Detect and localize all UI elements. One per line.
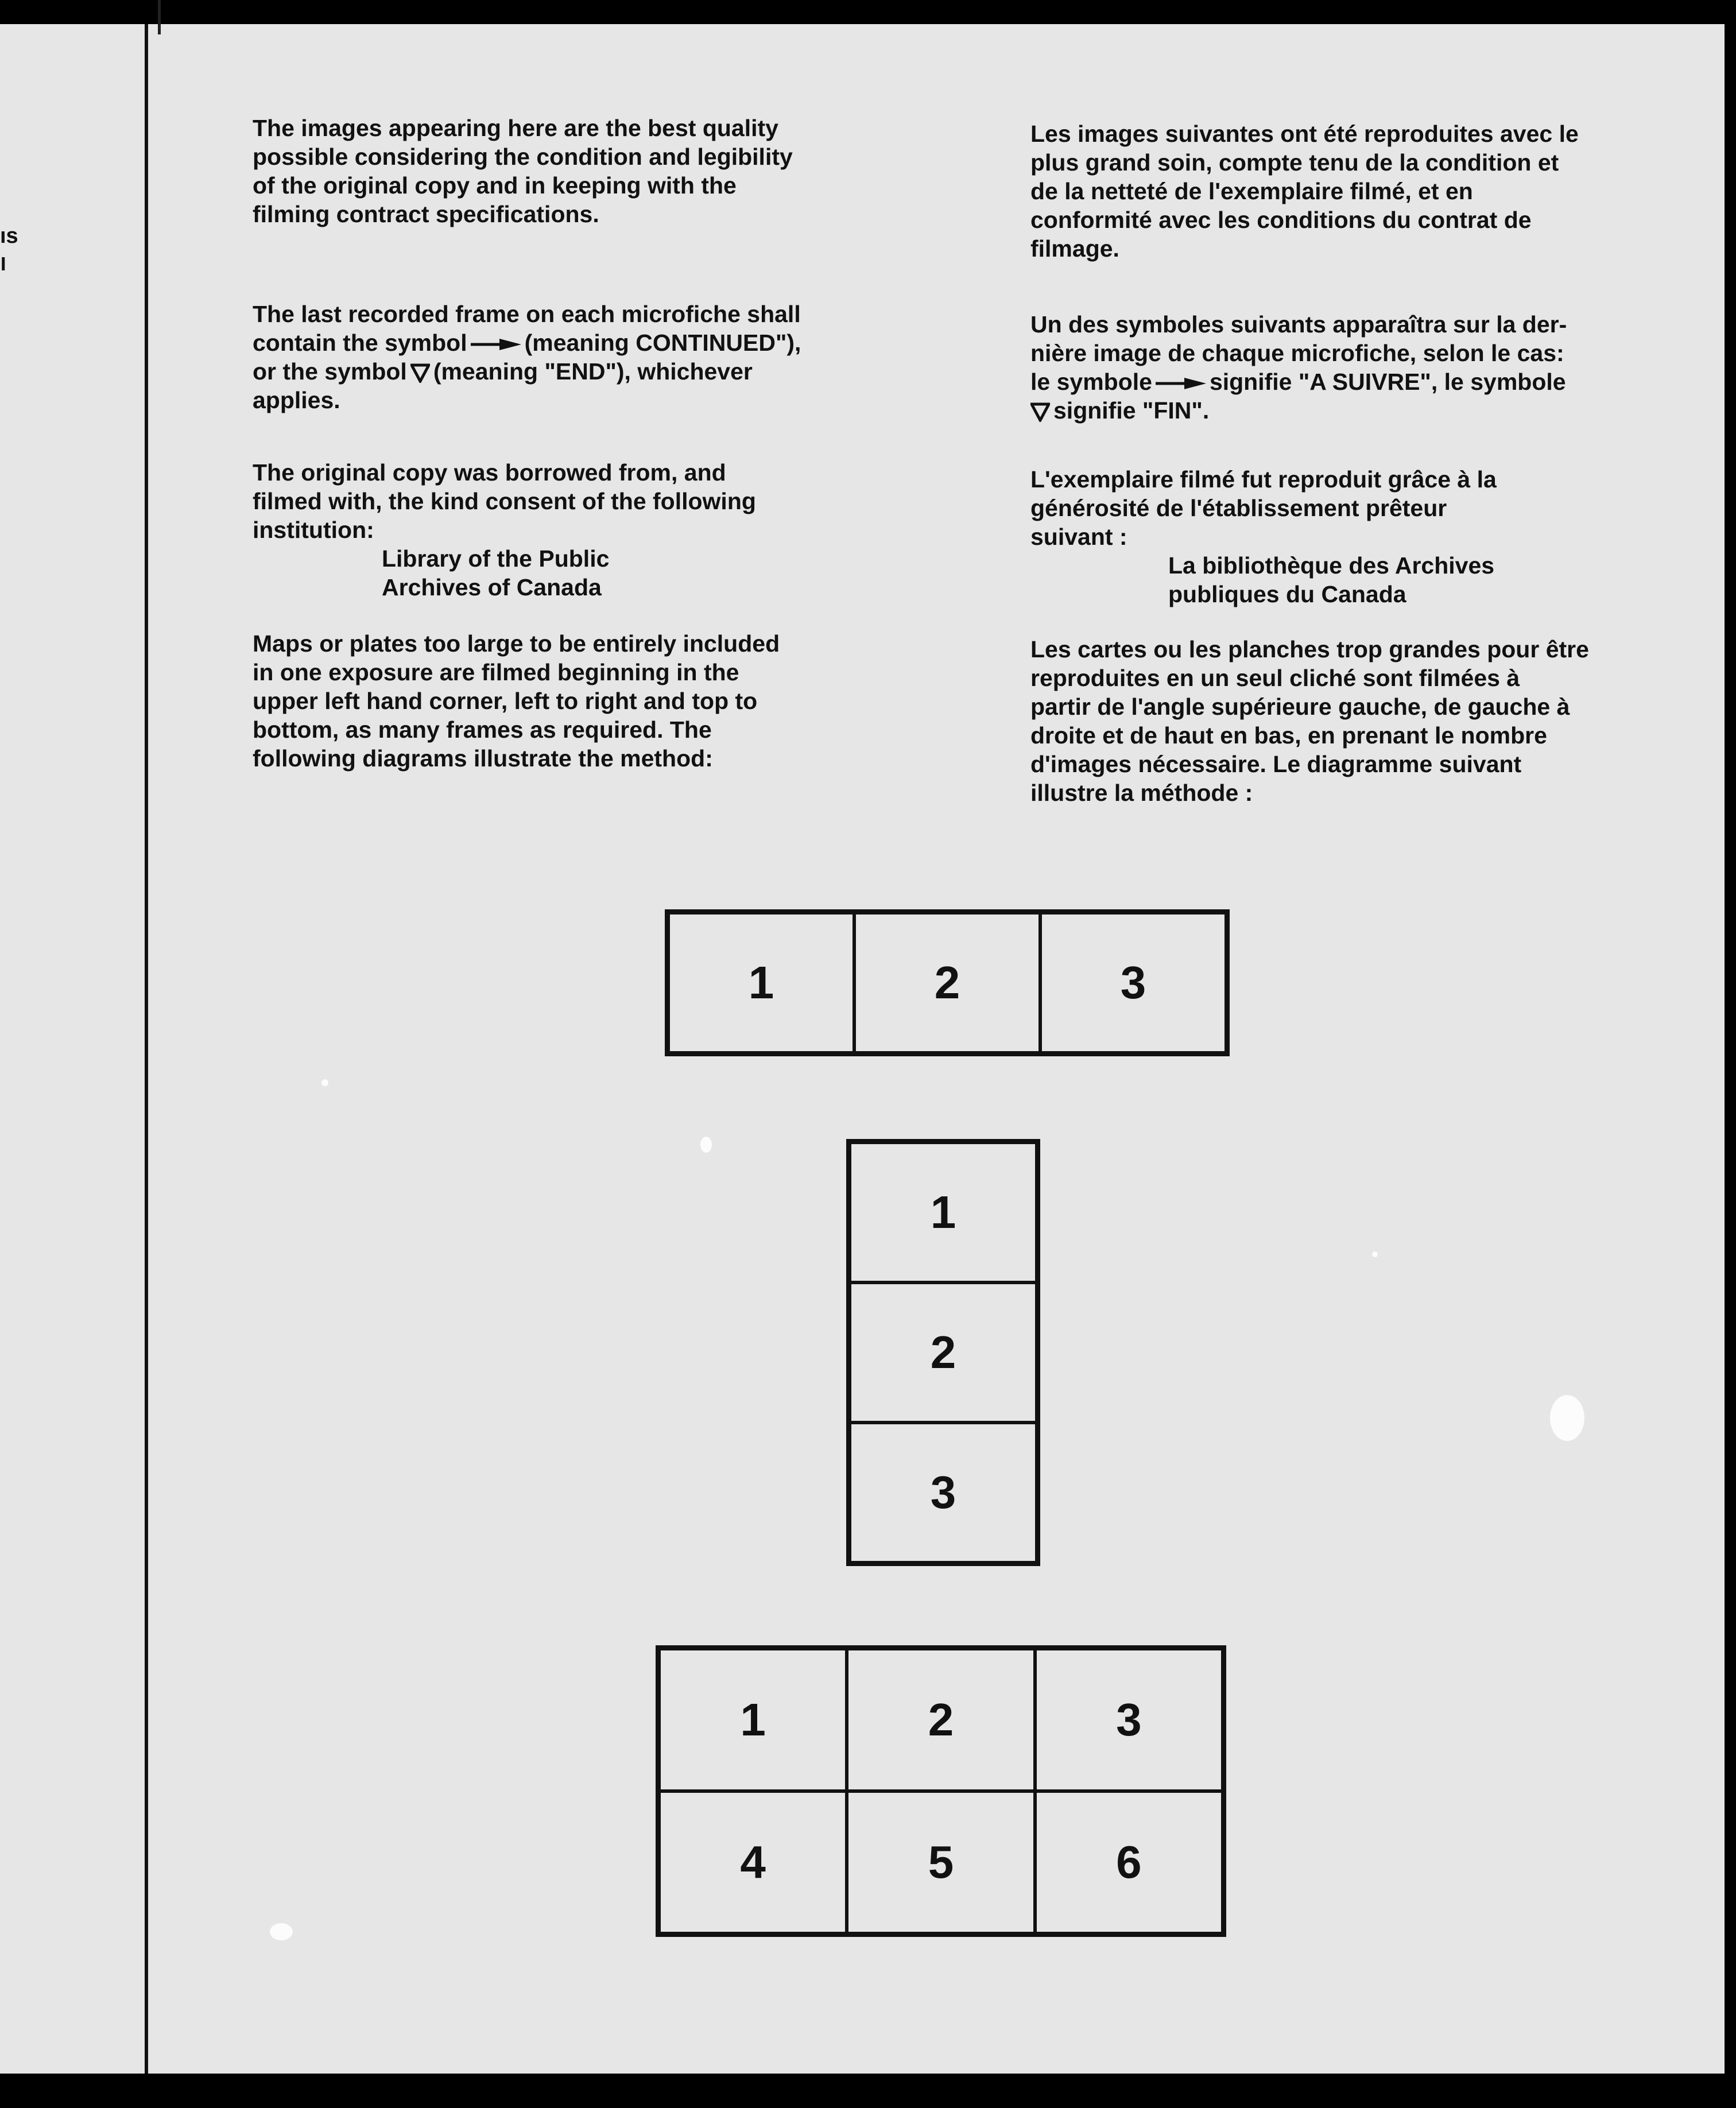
french-para-quality-text: Les images suivantes ont été reproduites avec le plus grand soin, compte tenu de la condition et de la netteté de l'exemplaire filmé, et en conformité avec les conditions du contrat de filmage. bbox=[1030, 121, 1579, 262]
frame-cell: 2 bbox=[850, 1282, 1037, 1423]
frame-cell: 5 bbox=[847, 1791, 1034, 1933]
french-para-quality bbox=[1030, 119, 1696, 263]
french-para-method bbox=[1030, 635, 1696, 807]
end-triangle-icon bbox=[410, 363, 430, 383]
frame-cell: 3 bbox=[1035, 1649, 1223, 1791]
diagram-three-down bbox=[846, 1139, 1040, 1566]
page-fold-line bbox=[145, 24, 148, 2074]
diagram-three-across bbox=[665, 909, 1230, 1056]
english-para-method bbox=[253, 629, 896, 773]
frame-cell: 1 bbox=[668, 913, 854, 1053]
frame-cell: 3 bbox=[1040, 913, 1226, 1053]
french-institution-name: La bibliothèque des Archives publiques du Canada bbox=[1168, 552, 1495, 607]
edge-text-fragment-1: ıs bbox=[0, 224, 18, 248]
frame-cell: 3 bbox=[850, 1423, 1037, 1563]
dust-speck bbox=[321, 1079, 328, 1086]
english-para-quality-text: The images appearing here are the best quality possible considering the condition and legibility of the original copy and in keeping with the filming contract specifications. bbox=[253, 115, 793, 227]
frame-cell: 2 bbox=[854, 913, 1040, 1053]
frame-cell: 1 bbox=[659, 1649, 847, 1791]
edge-mark bbox=[158, 0, 161, 34]
french-symbols-text-c: signifie "FIN". bbox=[1053, 397, 1210, 424]
diagram-six-grid bbox=[656, 1645, 1226, 1937]
french-symbols-text-a: Un des symboles suivants apparaîtra sur la der- nière image de chaque microfiche, selon le cas: le symbole bbox=[1030, 311, 1567, 395]
english-para-quality bbox=[253, 114, 896, 228]
french-para-institution bbox=[1030, 465, 1696, 609]
frame-cell: 6 bbox=[1035, 1791, 1223, 1933]
english-para-institution bbox=[253, 458, 896, 602]
english-symbols-text-c: (meaning "END"), whichever applies. bbox=[253, 358, 753, 413]
dust-speck bbox=[1372, 1251, 1378, 1257]
frame-cell: 1 bbox=[850, 1142, 1037, 1282]
english-institution-name: Library of the Public Archives of Canada bbox=[382, 545, 610, 600]
english-para-method-text: Maps or plates too large to be entirely included in one exposure are filmed beginning in the upper left hand corner, left to right and top to bottom, as many frames as required. The following diagrams illustrate the method: bbox=[253, 630, 780, 772]
fin-triangle-icon bbox=[1030, 402, 1050, 422]
edge-text-fragment-2: ו bbox=[0, 251, 7, 276]
french-symbols-text-b: signifie "A SUIVRE", le symbole bbox=[1209, 369, 1566, 395]
dust-speck bbox=[270, 1923, 293, 1940]
english-institution-intro: The original copy was borrowed from, and filmed with, the kind consent of the following institution: bbox=[253, 459, 756, 543]
french-para-method-text: Les cartes ou les planches trop grandes pour être reproduites en un seul cliché sont filmées à partir de l'angle supérieure gauche, de gauche à droite et de haut en bas, en prenant le nombre d'images nécessaire. Le diagramme suivant illustre la méthode : bbox=[1030, 636, 1589, 806]
french-para-symbols bbox=[1030, 310, 1696, 425]
continued-arrow-icon bbox=[471, 339, 521, 350]
english-symbols-text-a: The last recorded frame on each microfiche shall contain the symbol bbox=[253, 301, 801, 356]
frame-cell: 2 bbox=[847, 1649, 1034, 1791]
english-symbols-text-b: (meaning CONTINUED"), or the symbol bbox=[253, 330, 801, 385]
french-institution-intro: L'exemplaire filmé fut reproduit grâce à la générosité de l'établissement prêteur suivant : bbox=[1030, 466, 1497, 550]
dust-speck bbox=[700, 1137, 712, 1153]
bottom-border bbox=[0, 2074, 1736, 2108]
right-border bbox=[1725, 24, 1736, 2074]
suivre-arrow-icon bbox=[1156, 378, 1206, 389]
frame-cell: 4 bbox=[659, 1791, 847, 1933]
english-para-symbols bbox=[253, 300, 896, 414]
dust-speck bbox=[1550, 1395, 1584, 1441]
